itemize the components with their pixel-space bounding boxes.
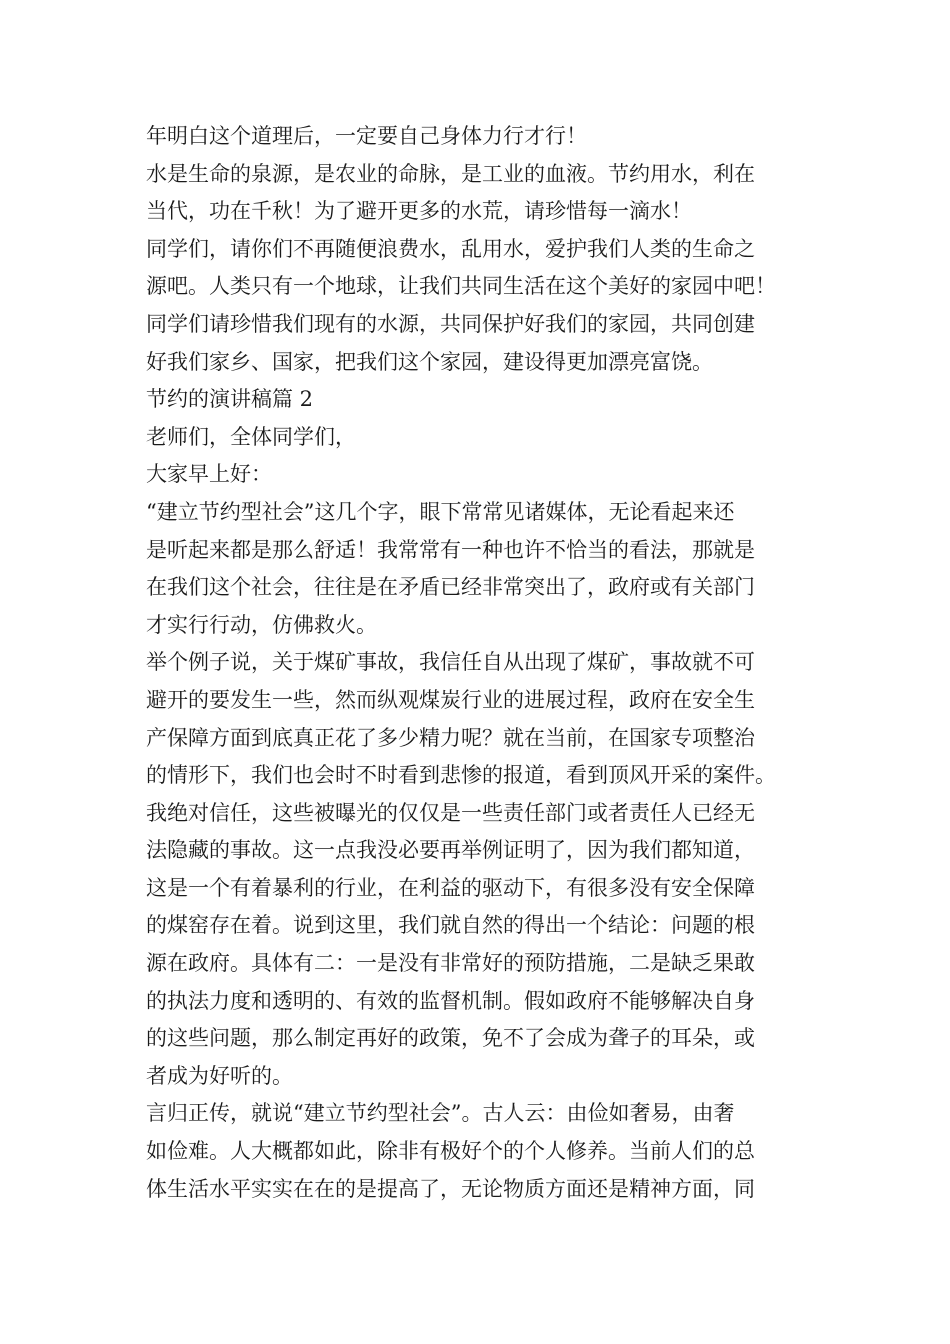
text-line: 的执法力度和透明的、有效的监督机制。假如政府不能够解决自身 xyxy=(146,988,755,1013)
text-line: 才实行行动，仿佛救火。 xyxy=(146,612,377,637)
text-line: 我绝对信任，这些被曝光的仅仅是一些责任部门或者责任人已经无 xyxy=(146,800,755,825)
salutation-line: 老师们，全体同学们， xyxy=(146,424,356,449)
text-line: 水是生命的泉源，是农业的命脉，是工业的血液。节约用水，利在 xyxy=(146,161,755,186)
text-line: 同学们，请你们不再随便浪费水，乱用水，爱护我们人类的生命之 xyxy=(146,236,755,261)
text-line: 产保障方面到底真正花了多少精力呢？就在当前，在国家专项整治 xyxy=(146,725,755,750)
text-line: 源吧。人类只有一个地球，让我们共同生活在这个美好的家园中吧！ xyxy=(146,274,776,299)
text-line: 举个例子说，关于煤矿事故，我信任自从出现了煤矿，事故就不可 xyxy=(146,650,755,675)
section-heading: 节约的演讲稿篇 2 xyxy=(146,387,314,412)
text-line: 者成为好听的。 xyxy=(146,1063,293,1088)
text-line: 的煤窑存在着。说到这里，我们就自然的得出一个结论：问题的根 xyxy=(146,913,755,938)
text-line: 是听起来都是那么舒适！我常常有一种也许不恰当的看法，那就是 xyxy=(146,537,755,562)
text-line: 避开的要发生一些，然而纵观煤炭行业的进展过程，政府在安全生 xyxy=(146,687,755,712)
text-line: 体生活水平实实在在的是提高了，无论物质方面还是精神方面，同 xyxy=(146,1176,755,1201)
text-line: 年明白这个道理后，一定要自己身体力行才行！ xyxy=(146,124,587,148)
text-line: 言归正传，就说“建立节约型社会”。古人云：由俭如奢易，由奢 xyxy=(146,1101,735,1126)
text-line: 的这些问题，那么制定再好的政策，免不了会成为聋子的耳朵，或 xyxy=(146,1026,755,1051)
text-line: “建立节约型社会”这几个字，眼下常常见诸媒体，无论看起来还 xyxy=(146,499,735,524)
text-line: 这是一个有着暴利的行业，在利益的驱动下，有很多没有安全保障 xyxy=(146,875,755,900)
document-body xyxy=(146,118,818,1208)
text-line: 好我们家乡、国家，把我们这个家园，建设得更加漂亮富饶。 xyxy=(146,349,713,374)
text-line: 在我们这个社会，往往是在矛盾已经非常突出了，政府或有关部门 xyxy=(146,575,755,600)
text-line: 源在政府。具体有二：一是没有非常好的预防措施，二是缺乏果敢 xyxy=(146,951,755,976)
text-line: 同学们请珍惜我们现有的水源，共同保护好我们的家园，共同创建 xyxy=(146,311,755,336)
text-line: 当代，功在千秋！为了避开更多的水荒，请珍惜每一滴水！ xyxy=(146,199,692,224)
text-line: 的情形下，我们也会时不时看到悲惨的报道，看到顶风开采的案件。 xyxy=(146,763,776,788)
text-line: 如俭难。人大概都如此，除非有极好个的个人修养。当前人们的总 xyxy=(146,1139,755,1164)
text-line: 法隐藏的事故。这一点我没必要再举例证明了，因为我们都知道， xyxy=(146,838,755,863)
greeting-line: 大家早上好： xyxy=(146,462,272,487)
